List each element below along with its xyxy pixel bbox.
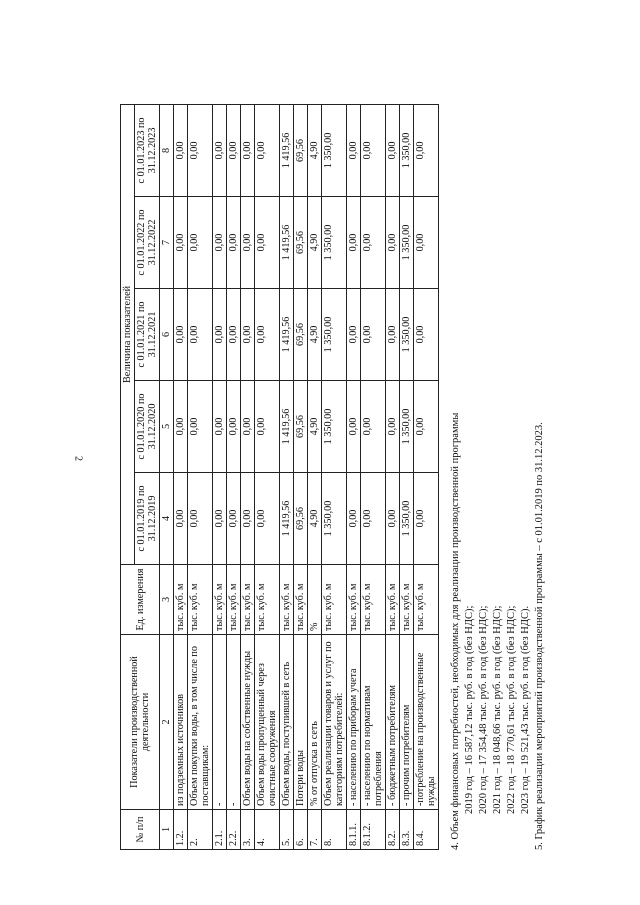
row-name: - бюджетным потребителям: [386, 635, 400, 810]
row-unit: тыс. куб. м: [414, 565, 439, 635]
row-value: 0,00: [361, 104, 386, 196]
row-value: 0,00: [347, 381, 361, 473]
table-row: [174, 104, 188, 849]
note-line: 2019 год – 16 587,12 тыс. руб. в год (без НДС);: [464, 605, 475, 814]
row-name: - населению по нормативам потребления: [361, 635, 386, 810]
row-num: 2.1.: [213, 810, 227, 850]
row-value: 0,00: [188, 473, 213, 565]
header-period: с 01.01.2019 по 31.12.2019: [135, 473, 160, 565]
row-value: 4,90: [308, 104, 322, 196]
note-line: 2021 год – 18 048,66 тыс. руб. в год (без НДС);: [492, 605, 503, 814]
row-value: 0,00: [414, 473, 439, 565]
table-body: [174, 104, 439, 849]
table-row: [386, 104, 400, 849]
table-row: [255, 104, 280, 849]
row-unit: тыс. куб. м: [294, 565, 308, 635]
row-unit: тыс. куб. м: [386, 565, 400, 635]
row-value: 0,00: [188, 289, 213, 381]
table-row: [361, 104, 386, 849]
row-value: 1 419,56: [280, 473, 294, 565]
row-value: 1 419,56: [280, 197, 294, 289]
row-value: 0,00: [361, 381, 386, 473]
row-value: 4,90: [308, 381, 322, 473]
row-name: -: [213, 635, 227, 810]
row-value: 0,00: [361, 473, 386, 565]
row-value: 0,00: [227, 289, 241, 381]
note-item5: 5. График реализации мероприятий производственной программы – с 01.01.2019 по 31.12.2023.: [534, 422, 545, 850]
row-num: 8.3.: [400, 810, 414, 850]
row-unit: тыс. куб. м: [280, 565, 294, 635]
table-row: [414, 104, 439, 849]
row-value: 1 419,56: [280, 289, 294, 381]
col-number: 5: [160, 381, 174, 473]
row-unit: тыс. куб. м: [255, 565, 280, 635]
row-unit: тыс. куб. м: [227, 565, 241, 635]
notes: [449, 105, 547, 850]
rotated-content: [120, 80, 640, 850]
row-value: 1 350,00: [400, 104, 414, 196]
row-unit: тыс. куб. м: [322, 565, 347, 635]
row-name: из подземных источников: [174, 635, 188, 810]
row-value: 0,00: [386, 473, 400, 565]
note-item4-title: 4. Объем финансовых потребностей, необходимых для реализации производственной программы: [450, 412, 461, 850]
row-value: 0,00: [255, 289, 280, 381]
row-value: 1 350,00: [400, 197, 414, 289]
table-row: [241, 104, 255, 849]
row-num: 1.2.: [174, 810, 188, 850]
row-name: Объем воды, поступившей в сеть: [280, 635, 294, 810]
row-value: 0,00: [241, 381, 255, 473]
row-num: 2.2.: [227, 810, 241, 850]
header-period: с 01.01.2021 по 31.12.2021: [135, 289, 160, 381]
row-value: 0,00: [361, 197, 386, 289]
row-value: 0,00: [188, 104, 213, 196]
row-value: 0,00: [414, 289, 439, 381]
table-row: [322, 104, 347, 849]
production-table: [120, 104, 439, 850]
row-value: 0,00: [414, 104, 439, 196]
row-value: 0,00: [347, 473, 361, 565]
row-num: 8.4.: [414, 810, 439, 850]
row-value: 0,00: [213, 104, 227, 196]
row-value: 4,90: [308, 197, 322, 289]
row-value: 0,00: [174, 381, 188, 473]
row-unit: тыс. куб. м: [213, 565, 227, 635]
row-name: Объем воды пропущенный через очистные сооружения: [255, 635, 280, 810]
page-number: 2: [72, 456, 84, 461]
row-value: 1 350,00: [322, 473, 347, 565]
row-num: 8.1.2.: [361, 810, 386, 850]
row-name: Объем реализации товаров и услуг по категориям потребителей:: [322, 635, 347, 810]
row-value: 0,00: [174, 197, 188, 289]
header-period: с 01.01.2023 по 31.12.2023: [135, 104, 160, 196]
row-value: 69,56: [294, 197, 308, 289]
col-number: 6: [160, 289, 174, 381]
row-value: 0,00: [255, 473, 280, 565]
header-num: № п/п: [121, 810, 160, 850]
row-value: 69,56: [294, 104, 308, 196]
row-value: 0,00: [414, 197, 439, 289]
row-value: 0,00: [227, 381, 241, 473]
row-unit: тыс. куб. м: [361, 565, 386, 635]
row-name: -потребление на производственные нужды: [414, 635, 439, 810]
row-unit: тыс. куб. м: [400, 565, 414, 635]
row-value: 0,00: [241, 104, 255, 196]
row-value: 0,00: [241, 197, 255, 289]
row-value: 0,00: [255, 197, 280, 289]
row-value: 0,00: [227, 104, 241, 196]
row-unit: тыс. куб. м: [174, 565, 188, 635]
header-period: с 01.01.2020 по 31.12.2020: [135, 381, 160, 473]
table-row: [400, 104, 414, 849]
row-value: 4,90: [308, 473, 322, 565]
row-value: 0,00: [386, 104, 400, 196]
table-row: [308, 104, 322, 849]
row-num: 8.1.1.: [347, 810, 361, 850]
row-value: 69,56: [294, 473, 308, 565]
row-value: 1 350,00: [322, 197, 347, 289]
row-num: 5.: [280, 810, 294, 850]
table-row: [227, 104, 241, 849]
row-num: 8.2.: [386, 810, 400, 850]
table-row: [188, 104, 213, 849]
table-row: [347, 104, 361, 849]
header-period: с 01.01.2022 по 31.12.2022: [135, 197, 160, 289]
row-name: Объем покупки воды, в том числе по поставщикам:: [188, 635, 213, 810]
row-name: - прочим потребителям: [400, 635, 414, 810]
col-number: 3: [160, 565, 174, 635]
row-num: 7.: [308, 810, 322, 850]
row-value: 0,00: [213, 473, 227, 565]
table-row: [213, 104, 227, 849]
col-number: 7: [160, 197, 174, 289]
row-value: 0,00: [255, 104, 280, 196]
row-value: 1 350,00: [400, 381, 414, 473]
row-value: 0,00: [188, 381, 213, 473]
row-value: 1 350,00: [322, 381, 347, 473]
row-num: 8.: [322, 810, 347, 850]
row-value: 0,00: [241, 289, 255, 381]
row-value: 1 350,00: [322, 104, 347, 196]
row-value: 0,00: [213, 197, 227, 289]
row-value: 69,56: [294, 289, 308, 381]
row-value: 0,00: [386, 381, 400, 473]
row-value: 0,00: [213, 289, 227, 381]
row-value: 1 350,00: [400, 473, 414, 565]
header-unit: Ед. измерения: [121, 565, 160, 635]
row-unit: тыс. куб. м: [347, 565, 361, 635]
row-value: 0,00: [347, 289, 361, 381]
header-values-group: Величина показателей: [121, 104, 135, 564]
row-unit: тыс. куб. м: [188, 565, 213, 635]
row-value: 1 419,56: [280, 104, 294, 196]
row-value: 1 350,00: [400, 289, 414, 381]
row-value: 0,00: [227, 197, 241, 289]
row-value: 0,00: [213, 381, 227, 473]
row-num: 3.: [241, 810, 255, 850]
row-name: Потери воды: [294, 635, 308, 810]
header-indicator: Показатели производственной деятельности: [121, 635, 160, 810]
row-value: 0,00: [361, 289, 386, 381]
row-value: 1 419,56: [280, 381, 294, 473]
row-value: 0,00: [347, 104, 361, 196]
note-line: 2023 год – 19 521,43 тыс. руб. в год (без НДС).: [520, 605, 531, 814]
row-value: 0,00: [188, 197, 213, 289]
row-num: 2.: [188, 810, 213, 850]
row-value: 0,00: [347, 197, 361, 289]
row-num: 6.: [294, 810, 308, 850]
row-name: -: [227, 635, 241, 810]
row-value: 0,00: [241, 473, 255, 565]
col-number: 1: [160, 810, 174, 850]
row-value: 0,00: [227, 473, 241, 565]
table-row: [294, 104, 308, 849]
row-name: Объем воды на собственные нужды: [241, 635, 255, 810]
row-unit: тыс. куб. м: [241, 565, 255, 635]
row-value: 69,56: [294, 381, 308, 473]
row-value: 0,00: [255, 381, 280, 473]
note-line: 2020 год – 17 354,48 тыс. руб. в год (без НДС);: [478, 605, 489, 814]
row-value: 0,00: [386, 289, 400, 381]
row-value: 0,00: [386, 197, 400, 289]
row-value: 1 350,00: [322, 289, 347, 381]
table-row: [280, 104, 294, 849]
row-value: 0,00: [414, 381, 439, 473]
row-unit: %: [308, 565, 322, 635]
row-num: 4.: [255, 810, 280, 850]
col-number: 2: [160, 635, 174, 810]
col-number: 4: [160, 473, 174, 565]
row-value: 0,00: [174, 289, 188, 381]
row-name: % от отпуска в сеть: [308, 635, 322, 810]
col-number: 8: [160, 104, 174, 196]
row-name: - населению по приборам учета: [347, 635, 361, 810]
row-value: 4,90: [308, 289, 322, 381]
row-value: 0,00: [174, 104, 188, 196]
row-value: 0,00: [174, 473, 188, 565]
note-line: 2022 год – 18 770,61 тыс. руб. в год (без НДС);: [506, 605, 517, 814]
